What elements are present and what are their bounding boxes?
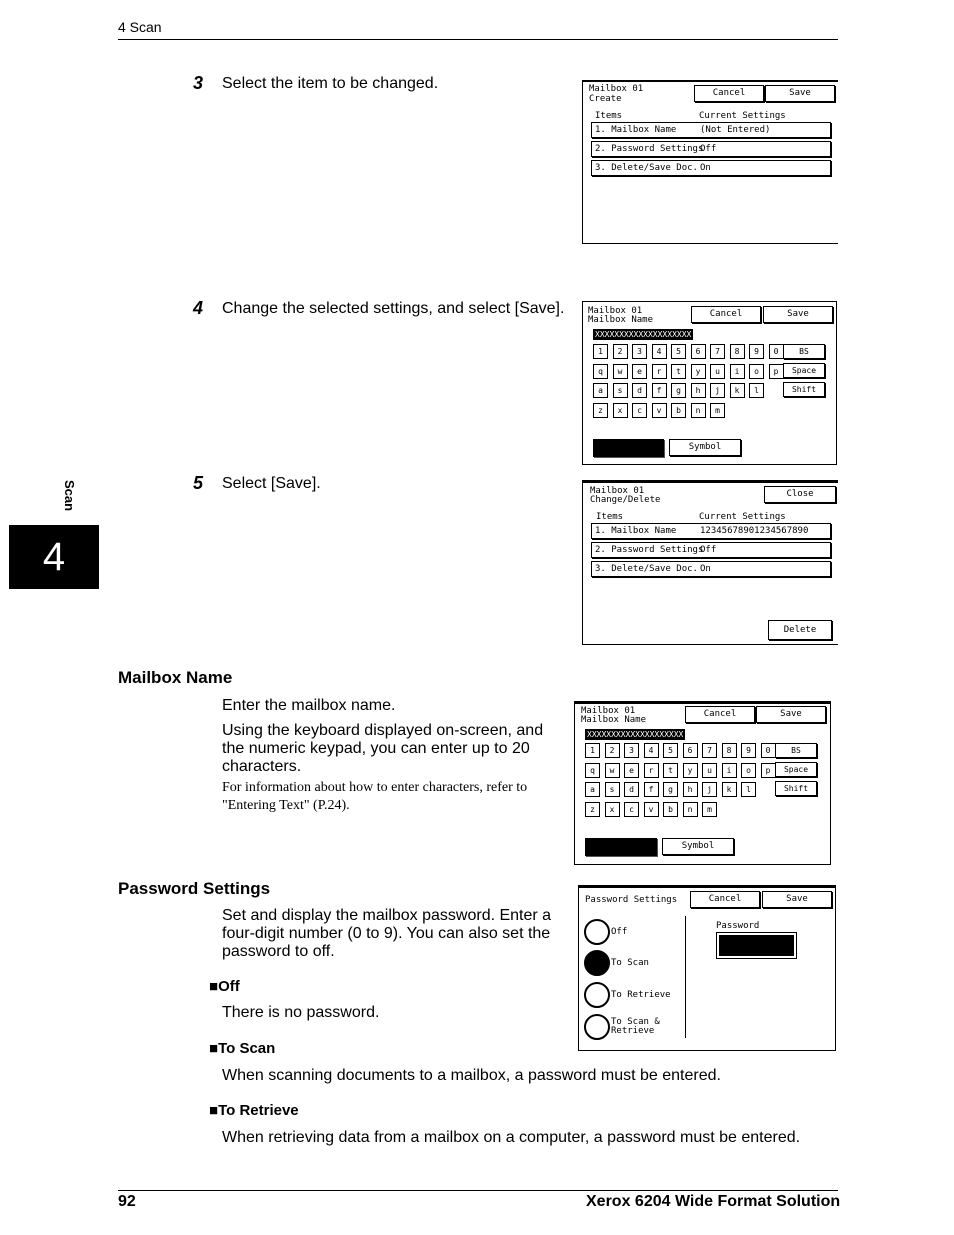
key-v[interactable]: v (644, 802, 659, 817)
row-value: Off (700, 144, 717, 154)
option-heading (209, 978, 240, 995)
radio-to-scan[interactable] (584, 950, 610, 976)
radio-to-scan-and-retrieve[interactable] (584, 1014, 610, 1040)
screen-title: Mailbox 01 (590, 486, 645, 496)
key-l[interactable]: l (749, 383, 764, 398)
option-heading-text: To Scan (218, 1040, 276, 1057)
row-item: 1. Mailbox Name (595, 125, 677, 135)
step-text: Select the item to be changed. (222, 75, 439, 92)
key-d[interactable]: d (632, 383, 647, 398)
key-5[interactable]: 5 (671, 344, 686, 359)
shift-key[interactable]: Shift (775, 781, 817, 796)
radio-label: Retrieve (611, 1026, 655, 1036)
square-bullet-icon: ■ (209, 1102, 219, 1119)
radio-label: To Scan (611, 958, 649, 968)
key-p[interactable]: p (769, 364, 784, 379)
panel-divider (685, 916, 686, 1038)
cancel-button[interactable]: Cancel (685, 706, 755, 723)
paragraph: There is no password. (222, 1004, 380, 1021)
side-section-label: Scan (62, 480, 77, 512)
header-rule (118, 39, 838, 40)
square-bullet-icon: ■ (209, 1040, 219, 1057)
delete-button[interactable]: Delete (768, 620, 832, 640)
close-button[interactable]: Close (764, 486, 836, 503)
key-2[interactable]: 2 (605, 743, 620, 758)
radio-label: Off (611, 927, 628, 937)
paragraph: Using the keyboard displayed on-screen, and the numeric keypad, you can enter up to 20 characters. (222, 722, 544, 775)
key-b[interactable]: b (663, 802, 678, 817)
key-s[interactable]: s (605, 782, 620, 797)
items-column-header: Items (595, 111, 623, 121)
step-number: 5 (193, 473, 204, 493)
row-item: 1. Mailbox Name (595, 526, 677, 536)
key-t[interactable]: t (671, 364, 686, 379)
key-u[interactable]: u (710, 364, 725, 379)
key-e[interactable]: e (632, 364, 647, 379)
save-button[interactable]: Save (765, 85, 835, 102)
row-item: 3. Delete/Save Doc. (595, 163, 698, 173)
save-button[interactable]: Save (756, 706, 826, 723)
key-a[interactable]: a (593, 383, 608, 398)
key-6[interactable]: 6 (691, 344, 706, 359)
screen-subtitle: Mailbox Name (581, 715, 647, 725)
option-heading-text: To Retrieve (218, 1102, 299, 1119)
key-r[interactable]: r (644, 763, 659, 778)
screen-subtitle: Change/Delete (590, 495, 661, 505)
key-r[interactable]: r (652, 364, 667, 379)
keyboard-mode-button[interactable] (593, 439, 664, 457)
row-value: (Not Entered) (700, 125, 771, 135)
reference-note: For information about how to enter characters, refer to "Entering Text" (P.24). (222, 780, 528, 813)
key-d[interactable]: d (624, 782, 639, 797)
paragraph: When retrieving data from a mailbox on a computer, a password must be entered. (222, 1129, 801, 1146)
cancel-button[interactable]: Cancel (694, 85, 764, 102)
key-m[interactable]: m (710, 403, 725, 418)
shift-key[interactable]: Shift (783, 382, 825, 397)
panel-top-border (583, 80, 838, 82)
key-h[interactable]: h (691, 383, 706, 398)
key-k[interactable]: k (722, 782, 737, 797)
save-button[interactable]: Save (763, 306, 833, 323)
settings-row[interactable] (591, 160, 831, 176)
cancel-button[interactable]: Cancel (691, 306, 761, 323)
key-o[interactable]: o (749, 364, 764, 379)
text-entry-field[interactable]: XXXXXXXXXXXXXXXXXXXX (587, 730, 684, 739)
option-heading (209, 1040, 275, 1057)
key-n[interactable]: n (691, 403, 706, 418)
panel-top-border (575, 702, 830, 704)
option-heading-text: Off (218, 978, 240, 995)
key-3[interactable]: 3 (624, 743, 639, 758)
key-7[interactable]: 7 (710, 344, 725, 359)
space-key[interactable]: Space (775, 762, 817, 777)
step-number: 4 (193, 298, 204, 318)
screen-change-delete (582, 480, 838, 645)
settings-row[interactable] (591, 523, 831, 539)
chapter-tab (9, 525, 99, 589)
screen-title: Mailbox 01 (581, 706, 636, 716)
page-number: 92 (118, 1193, 136, 1210)
product-name: Xerox 6204 Wide Format Solution (586, 1193, 841, 1210)
screen-title: Password Settings (585, 895, 678, 905)
key-1[interactable]: 1 (593, 344, 608, 359)
key-5[interactable]: 5 (663, 743, 678, 758)
key-z[interactable]: z (593, 403, 608, 418)
paragraph: Enter the mailbox name. (222, 697, 396, 714)
backspace-key[interactable]: BS (783, 344, 825, 359)
key-2[interactable]: 2 (613, 344, 628, 359)
key-i[interactable]: i (730, 364, 745, 379)
current-settings-column-header: Current Settings (699, 512, 786, 522)
step-text: Select [Save]. (222, 475, 321, 492)
key-t[interactable]: t (663, 763, 678, 778)
symbol-button[interactable]: Symbol (662, 838, 734, 855)
key-n[interactable]: n (683, 802, 698, 817)
key-8[interactable]: 8 (722, 743, 737, 758)
items-column-header: Items (596, 512, 624, 522)
key-7[interactable]: 7 (702, 743, 717, 758)
key-j[interactable]: j (710, 383, 725, 398)
cancel-button[interactable]: Cancel (690, 891, 760, 908)
radio-label: To Scan & (611, 1017, 660, 1027)
key-w[interactable]: w (605, 763, 620, 778)
row-value: On (700, 163, 711, 173)
key-s[interactable]: s (613, 383, 628, 398)
key-c[interactable]: c (632, 403, 647, 418)
key-q[interactable]: q (593, 364, 608, 379)
key-f[interactable]: f (644, 782, 659, 797)
key-0[interactable]: 0 (769, 344, 784, 359)
row-item: 3. Delete/Save Doc. (595, 564, 698, 574)
key-0[interactable]: 0 (761, 743, 776, 758)
row-value: 12345678901234567890 (700, 526, 809, 536)
screen-mailbox-name-keyboard (574, 701, 831, 865)
row-item: 2. Password Settings (595, 545, 704, 555)
space-key[interactable]: Space (783, 363, 825, 378)
key-w[interactable]: w (613, 364, 628, 379)
radio-off[interactable] (584, 919, 610, 945)
keyboard-mode-button[interactable] (585, 838, 657, 856)
key-q[interactable]: q (585, 763, 600, 778)
settings-row[interactable] (591, 141, 831, 157)
paragraph: Set and display the mailbox password. Enter a four-digit number (0 to 9). You can also set the password to off. (222, 907, 552, 960)
key-4[interactable]: 4 (644, 743, 659, 758)
key-i[interactable]: i (722, 763, 737, 778)
key-e[interactable]: e (624, 763, 639, 778)
paragraph: When scanning documents to a mailbox, a password must be entered. (222, 1067, 721, 1084)
section-heading: Password Settings (118, 879, 271, 898)
key-j[interactable]: j (702, 782, 717, 797)
screen-subtitle: Mailbox Name (588, 315, 654, 325)
screen-password-settings (578, 885, 836, 1051)
key-6[interactable]: 6 (683, 743, 698, 758)
key-x[interactable]: x (613, 403, 628, 418)
settings-row[interactable] (591, 542, 831, 558)
step-number: 3 (193, 73, 204, 93)
key-o[interactable]: o (741, 763, 756, 778)
screen-mailbox-name-keyboard (582, 301, 837, 465)
step-text: Change the selected settings, and select [Save]. (222, 300, 565, 317)
settings-row[interactable] (591, 122, 831, 138)
row-value: Off (700, 545, 717, 555)
key-f[interactable]: f (652, 383, 667, 398)
key-a[interactable]: a (585, 782, 600, 797)
panel-top-border (579, 886, 835, 888)
row-value: On (700, 564, 711, 574)
chapter-tab-number: 4 (42, 534, 66, 579)
symbol-button[interactable]: Symbol (669, 439, 741, 456)
save-button[interactable]: Save (762, 891, 832, 908)
key-m[interactable]: m (702, 802, 717, 817)
settings-row[interactable] (591, 561, 831, 577)
key-k[interactable]: k (730, 383, 745, 398)
key-x[interactable]: x (605, 802, 620, 817)
key-g[interactable]: g (663, 782, 678, 797)
option-heading (209, 1102, 299, 1119)
current-settings-column-header: Current Settings (699, 111, 786, 121)
radio-to-retrieve[interactable] (584, 982, 610, 1008)
footer-rule (118, 1190, 838, 1191)
square-bullet-icon: ■ (209, 978, 219, 995)
key-z[interactable]: z (585, 802, 600, 817)
row-item: 2. Password Settings (595, 144, 704, 154)
key-c[interactable]: c (624, 802, 639, 817)
section-heading: Mailbox Name (118, 668, 233, 687)
chapter-header: 4 Scan (118, 19, 162, 35)
key-v[interactable]: v (652, 403, 667, 418)
key-3[interactable]: 3 (632, 344, 647, 359)
password-label: Password (716, 921, 760, 931)
key-8[interactable]: 8 (730, 344, 745, 359)
screen-subtitle: Create (589, 94, 622, 104)
key-4[interactable]: 4 (652, 344, 667, 359)
key-g[interactable]: g (671, 383, 686, 398)
text-entry-field[interactable]: XXXXXXXXXXXXXXXXXXXX (595, 330, 692, 339)
key-1[interactable]: 1 (585, 743, 600, 758)
key-p[interactable]: p (761, 763, 776, 778)
key-y[interactable]: y (683, 763, 698, 778)
screen-title: Mailbox 01 (588, 306, 643, 316)
backspace-key[interactable]: BS (775, 743, 817, 758)
key-b[interactable]: b (671, 403, 686, 418)
key-h[interactable]: h (683, 782, 698, 797)
key-l[interactable]: l (741, 782, 756, 797)
key-y[interactable]: y (691, 364, 706, 379)
key-9[interactable]: 9 (741, 743, 756, 758)
screen-create (582, 80, 838, 244)
password-field[interactable] (716, 932, 797, 959)
radio-label: To Retrieve (611, 990, 671, 1000)
key-u[interactable]: u (702, 763, 717, 778)
screen-title: Mailbox 01 (589, 84, 644, 94)
key-9[interactable]: 9 (749, 344, 764, 359)
panel-top-border (583, 481, 838, 483)
